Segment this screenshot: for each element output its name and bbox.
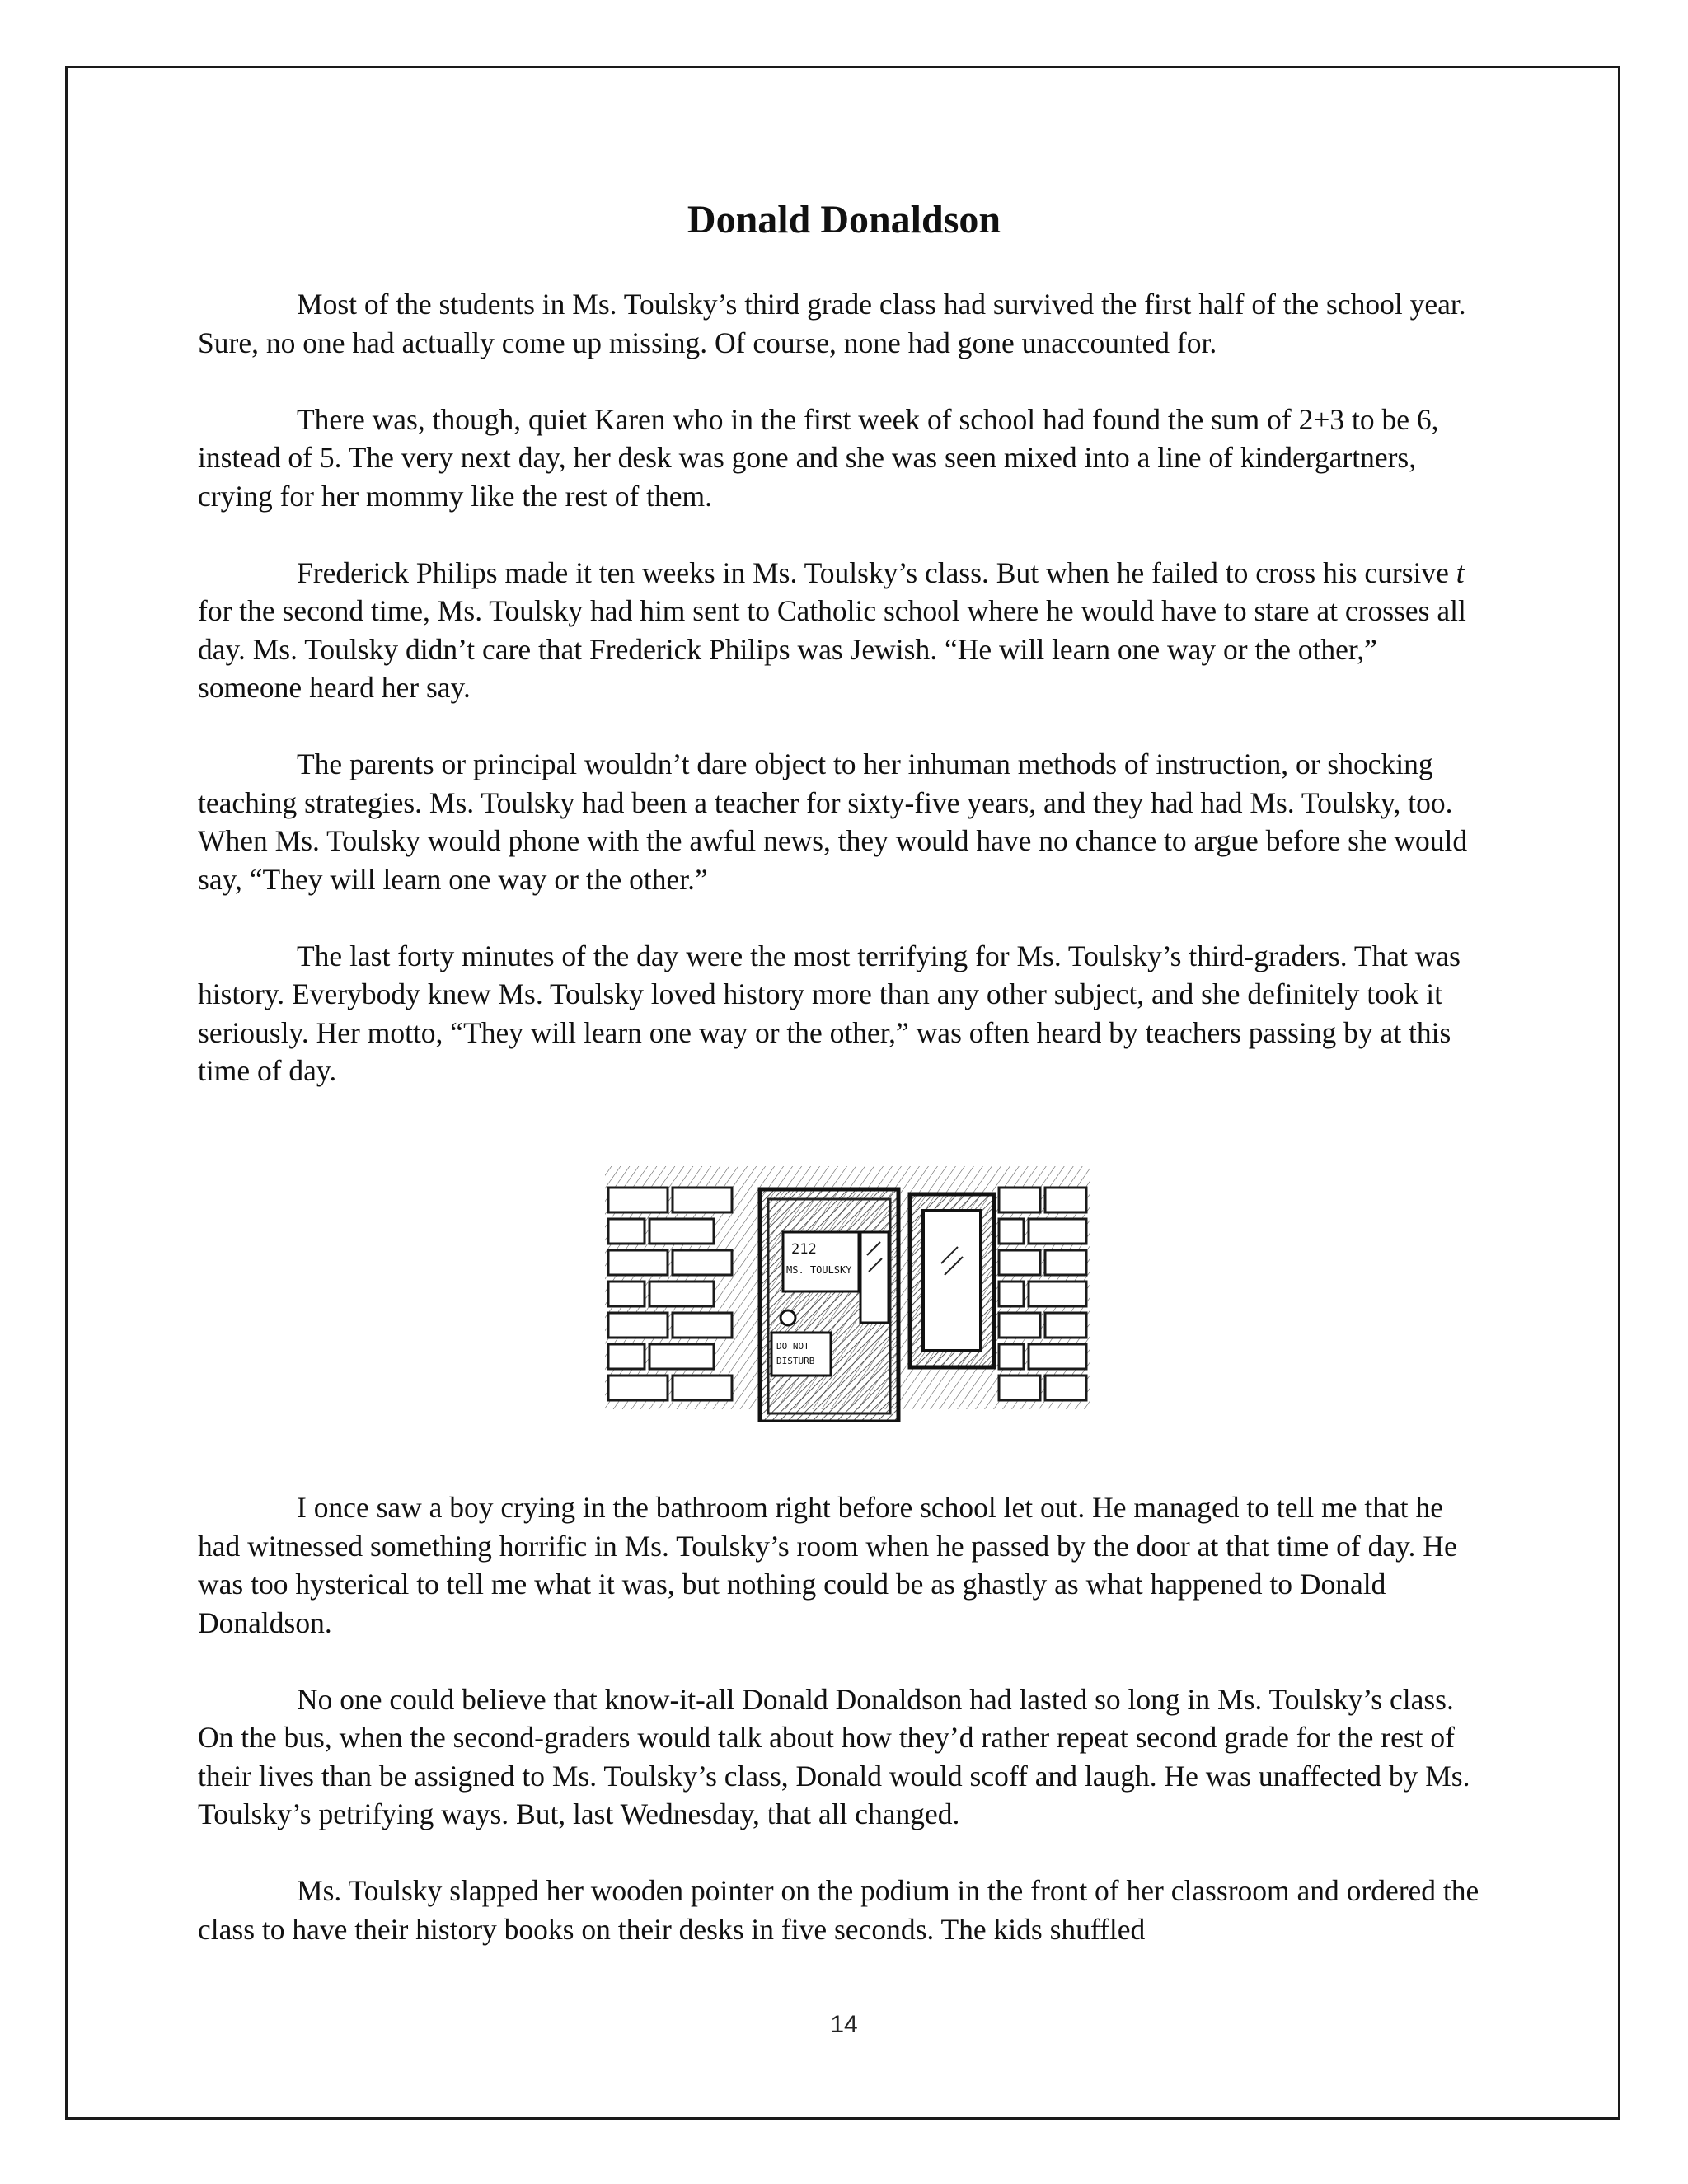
paragraph-2: There was, though, quiet Karen who in the first week of school had found the sum of 2+3 to be 6, instead of 5. The very next day, her desk was gone and she was seen mixed into a line of kindergartners, crying for her mommy like the rest of them. xyxy=(198,402,1439,513)
story-text-top xyxy=(198,285,1480,1128)
story-text-bottom xyxy=(198,1488,1480,1987)
door-knob xyxy=(781,1310,795,1325)
paragraph-4: The parents or principal wouldn’t dare object to her inhuman methods of instruction, or shocking teaching strategies. Ms. Toulsky had been a teacher for sixty-five years, and they had had Ms. Toulsky, too. When Ms. Toulsky would phone with the awful news, they would have no chance to argue before she would say, “They will learn one way or the other.” xyxy=(198,748,1468,896)
teacher-name-plate: MS. TOULSKY xyxy=(786,1264,852,1276)
sign-text-line1: DO NOT xyxy=(776,1341,809,1352)
sign-text-line2: DISTURB xyxy=(776,1356,815,1366)
room-number: 212 xyxy=(791,1241,817,1258)
paragraph-3-part-2: for the second time, Ms. Toulsky had him sent to Catholic school where he would have to stare at crosses all day. Ms. Toulsky didn’t care that Frederick Philips was Jewish. “He will learn one way or the other,” someone heard her say. xyxy=(198,594,1466,704)
paragraph-1: Most of the students in Ms. Toulsky’s third grade class had survived the first half of the school year. Sure, no one had actually come up missing. Of course, none had gone unaccounted for. xyxy=(198,288,1466,359)
story-title: Donald Donaldson xyxy=(687,198,1001,241)
paragraph-3 xyxy=(198,554,1480,707)
wall-window xyxy=(910,1194,994,1367)
paragraph-7: No one could believe that know-it-all Donald Donaldson had lasted so long in Ms. Toulsky’s class. On the bus, when the second-graders would talk about how they’d rather repeat second grade for the rest of their lives than be assigned to Ms. Toulsky’s class, Donald would scoff and laugh. He was unaffected by Ms. Toulsky’s petrifying ways. But, last Wednesday, that all changed. xyxy=(198,1682,1470,1830)
paragraph-6: I once saw a boy crying in the bathroom right before school let out. He managed to tell me that he had witnessed something horrific in Ms. Toulsky’s room when he passed by the door at that time of day. He was too hysterical to tell me what it was, but nothing could be as ghastly as what happened to Donald Donaldson. xyxy=(198,1491,1457,1639)
classroom-door-illustration xyxy=(603,1165,1091,1422)
classroom-door xyxy=(760,1189,898,1422)
cursive-t: t xyxy=(1456,555,1465,589)
page-number: 14 xyxy=(830,2011,858,2038)
paragraph-3-part-1: Frederick Philips made it ten weeks in Ms. Toulsky’s class. But when he failed to cross his cursive xyxy=(297,555,1456,589)
paragraph-8: Ms. Toulsky slapped her wooden pointer on the podium in the front of her classroom and ordered the class to have their history books on their desks in five seconds. The kids shuffled xyxy=(198,1874,1479,1946)
paragraph-5: The last forty minutes of the day were the most terrifying for Ms. Toulsky’s third-graders. That was history. Everybody knew Ms. Toulsky loved history more than any other subject, and she definitely took it seriously. Her motto, “They will learn one way or the other,” was often heard by teachers passing by at this time of day. xyxy=(198,939,1461,1087)
do-not-disturb-sign xyxy=(771,1333,831,1376)
